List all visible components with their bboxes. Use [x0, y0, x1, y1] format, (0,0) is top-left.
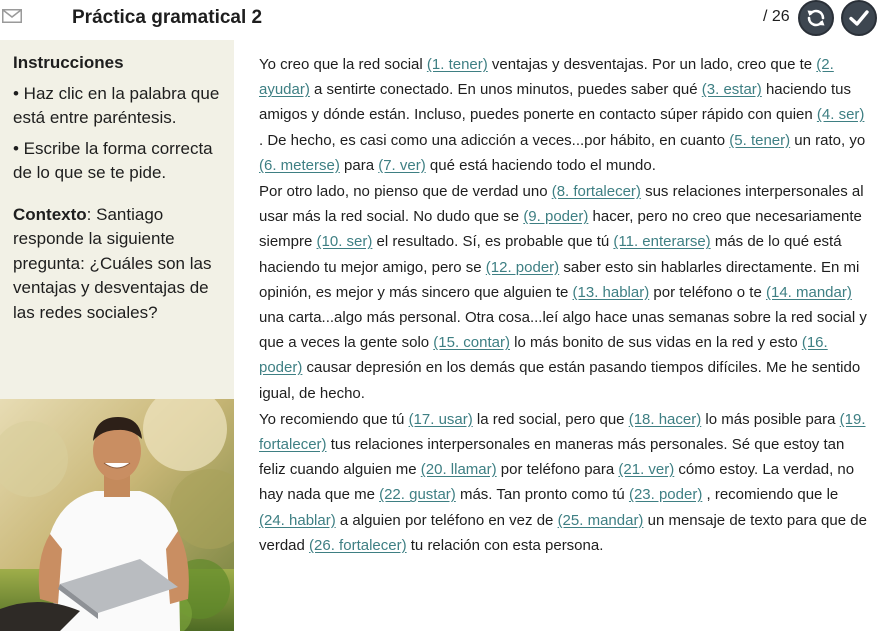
passage-text: cómo estoy. La verdad, no hay nada que me: [259, 461, 855, 504]
passage-paragraph: [259, 407, 867, 558]
verb-blank-link[interactable]: (15. contar): [433, 334, 510, 352]
verb-blank-link[interactable]: (23. poder): [628, 486, 703, 504]
verb-blank-link[interactable]: (8. fortalecer): [551, 183, 641, 201]
passage-text: . De hecho, es casi como una adicción a veces...por hábito, en cuanto: [259, 131, 730, 149]
passage-text: a sentirte conectado. En unos minutos, puedes saber qué: [309, 81, 702, 99]
passage-text: lo más posible para: [701, 410, 840, 428]
passage-text: para: [339, 156, 379, 174]
verb-blank-link[interactable]: (2. ayudar): [259, 56, 834, 99]
verb-blank-link[interactable]: (5. tener): [729, 131, 791, 149]
refresh-icon: [804, 6, 828, 30]
instructions-panel: [0, 40, 234, 591]
verb-blank-link[interactable]: (26. fortalecer): [309, 536, 407, 554]
passage-text: ventajas y desventajas. Por un lado, creo que te: [487, 56, 817, 73]
page-title: Práctica gramatical 2: [72, 7, 263, 28]
verb-blank-link[interactable]: (12. poder): [485, 258, 560, 276]
passage-text: tus relaciones interpersonales en maneras más personales. Sé que estoy tan feliz cuando alguien me: [259, 436, 845, 479]
verb-blank-link[interactable]: (25. mandar): [557, 511, 644, 529]
check-button[interactable]: [841, 0, 877, 36]
passage-text: causar depresión en los demás que están pasando tiempos difíciles. Me he sentido igual, de hecho.: [259, 359, 861, 402]
verb-blank-link[interactable]: (10. ser): [316, 233, 373, 251]
passage-text: un rato, yo: [790, 131, 866, 149]
context-text: : Santiago responde la siguiente pregunta: ¿Cuáles son las ventajas y desventajas de las redes sociales?: [13, 204, 212, 322]
verb-blank-link[interactable]: (4. ser): [816, 106, 865, 124]
passage-text: sus relaciones interpersonales al usar más la red social. No dudo que se: [259, 183, 864, 226]
passage-text: Por otro lado, no pienso que de verdad uno: [259, 183, 552, 201]
passage-text: la red social, pero que: [472, 410, 629, 428]
passage-text: hacer, pero no creo que necesariamente siempre: [259, 208, 862, 251]
verb-blank-link[interactable]: (17. usar): [408, 410, 473, 428]
passage-text: a alguien por teléfono en vez de: [335, 511, 558, 529]
passage-text: lo más bonito de sus vidas en la red y esto: [510, 334, 802, 352]
verb-blank-link[interactable]: (18. hacer): [628, 410, 702, 428]
refresh-button[interactable]: [798, 0, 834, 36]
passage-text: saber esto sin hablarles directamente. En mi opinión, es mejor y más sincero que alguien te: [259, 258, 860, 301]
passage-paragraph: [259, 179, 867, 406]
verb-blank-link[interactable]: (20. llamar): [420, 461, 497, 479]
passage-text: tu relación con esta persona.: [406, 536, 604, 554]
verb-blank-link[interactable]: (14. mandar): [765, 283, 852, 301]
verb-blank-link[interactable]: (3. estar): [701, 81, 762, 99]
verb-blank-link[interactable]: (22. gustar): [379, 486, 456, 504]
passage-text: un mensaje de texto para que de verdad: [259, 511, 867, 554]
check-icon: [847, 6, 871, 30]
instruction-item: • Haz clic en la palabra que está entre paréntesis.: [13, 83, 220, 127]
passage-text: qué está haciendo todo el mundo.: [425, 156, 656, 174]
verb-blank-link[interactable]: (11. enterarse): [613, 233, 711, 251]
exercise-passage: [259, 52, 867, 559]
verb-blank-link[interactable]: (24. hablar): [259, 511, 336, 529]
instructions-heading: Instrucciones: [13, 53, 124, 72]
verb-blank-link[interactable]: (13. hablar): [572, 283, 650, 301]
passage-text: más de lo qué está haciendo tu mejor amigo, pero se: [259, 233, 842, 276]
instruction-item: • Escribe la forma correcta de lo que se te pide.: [13, 138, 213, 182]
verb-blank-link[interactable]: (9. poder): [523, 208, 589, 226]
passage-text: más. Tan pronto como tú: [455, 486, 629, 504]
header-bar: [0, 0, 887, 40]
passage-text: por teléfono para: [496, 461, 619, 479]
verb-blank-link[interactable]: (1. tener): [426, 56, 488, 73]
verb-blank-link[interactable]: (6. meterse): [259, 156, 340, 174]
verb-blank-link[interactable]: (21. ver): [618, 461, 675, 479]
context-label: Contexto: [13, 204, 87, 224]
student-photo: [0, 399, 234, 631]
passage-text: una carta...algo más personal. Otra cosa...leí algo hace unas semanas sobre la red social y que a veces la gente solo: [259, 309, 867, 352]
passage-text: Yo recomiendo que tú: [259, 410, 409, 428]
score-total: / 26: [763, 8, 790, 25]
passage-text: Yo creo que la red social: [259, 56, 427, 73]
passage-text: haciendo tus amigos y dónde están. Incluso, puedes ponerte en contacto súper rápido con quien: [259, 81, 852, 124]
passage-text: , recomiendo que le: [702, 486, 839, 504]
verb-blank-link[interactable]: (16. poder): [259, 334, 828, 377]
passage-text: el resultado. Sí, es probable que tú: [372, 233, 614, 251]
verb-blank-link[interactable]: (19. fortalecer): [259, 410, 866, 454]
passage-text: por teléfono o te: [649, 283, 766, 301]
context-description: [13, 203, 224, 326]
passage-paragraph: [259, 52, 867, 178]
mail-icon[interactable]: [2, 9, 22, 23]
verb-blank-link[interactable]: (7. ver): [378, 156, 426, 174]
